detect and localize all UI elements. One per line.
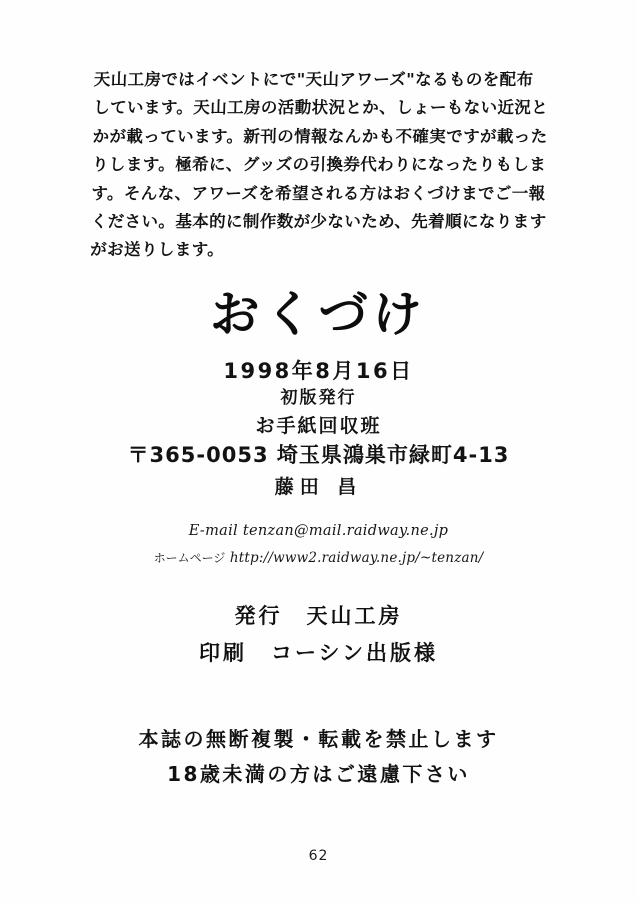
- imprint-block: [0, 356, 637, 502]
- email-address: tenzan@mail.raidway.ne.jp: [242, 523, 449, 539]
- email-label: E-mail: [188, 523, 238, 539]
- contact-block: [0, 518, 637, 571]
- imprint-address: 〒365-0053 埼玉県鴻巣市緑町4-13: [127, 443, 510, 468]
- homepage-line: [0, 546, 637, 572]
- notice-copyright: 本誌の無断複製・転載を禁止します: [138, 727, 499, 751]
- publisher-printer: 印刷 コーシン出版様: [198, 640, 439, 665]
- imprint-person-name: 藤田 昌: [274, 475, 363, 498]
- publisher-block: [0, 598, 637, 672]
- email-line: [0, 518, 637, 546]
- imprint-date: 1998年8月16日: [223, 359, 414, 383]
- publisher-issuer: 発行 天山工房: [234, 604, 403, 628]
- homepage-url: http://www2.raidway.ne.jp/~tenzan/: [229, 549, 484, 566]
- page-number: 62: [308, 848, 329, 864]
- homepage-label: ホームページ: [153, 550, 226, 565]
- notices-block: [0, 722, 637, 792]
- colophon-title: おくづけ: [209, 286, 428, 343]
- intro-paragraph-text: 天山工房ではイベントにで"天山アワーズ"なるものを配布しています。天山工房の活動状況とか、しょーもない近況とかが載っています。新刊の情報なんかも不確実ですが載ったりします。極希に、グッズの引換券代わりになったりもします。そんな、アワーズを希望される方はおくづけまでご一報ください。基本的に制作数が少ないため、先着順になりますがお送りします。: [90, 70, 549, 260]
- imprint-edition: 初版発行: [280, 388, 357, 409]
- intro-paragraph-block: [90, 66, 550, 265]
- notice-age-restriction: 18歳未満の方はご遠慮下さい: [167, 762, 470, 786]
- imprint-team: お手紙回収班: [255, 414, 382, 437]
